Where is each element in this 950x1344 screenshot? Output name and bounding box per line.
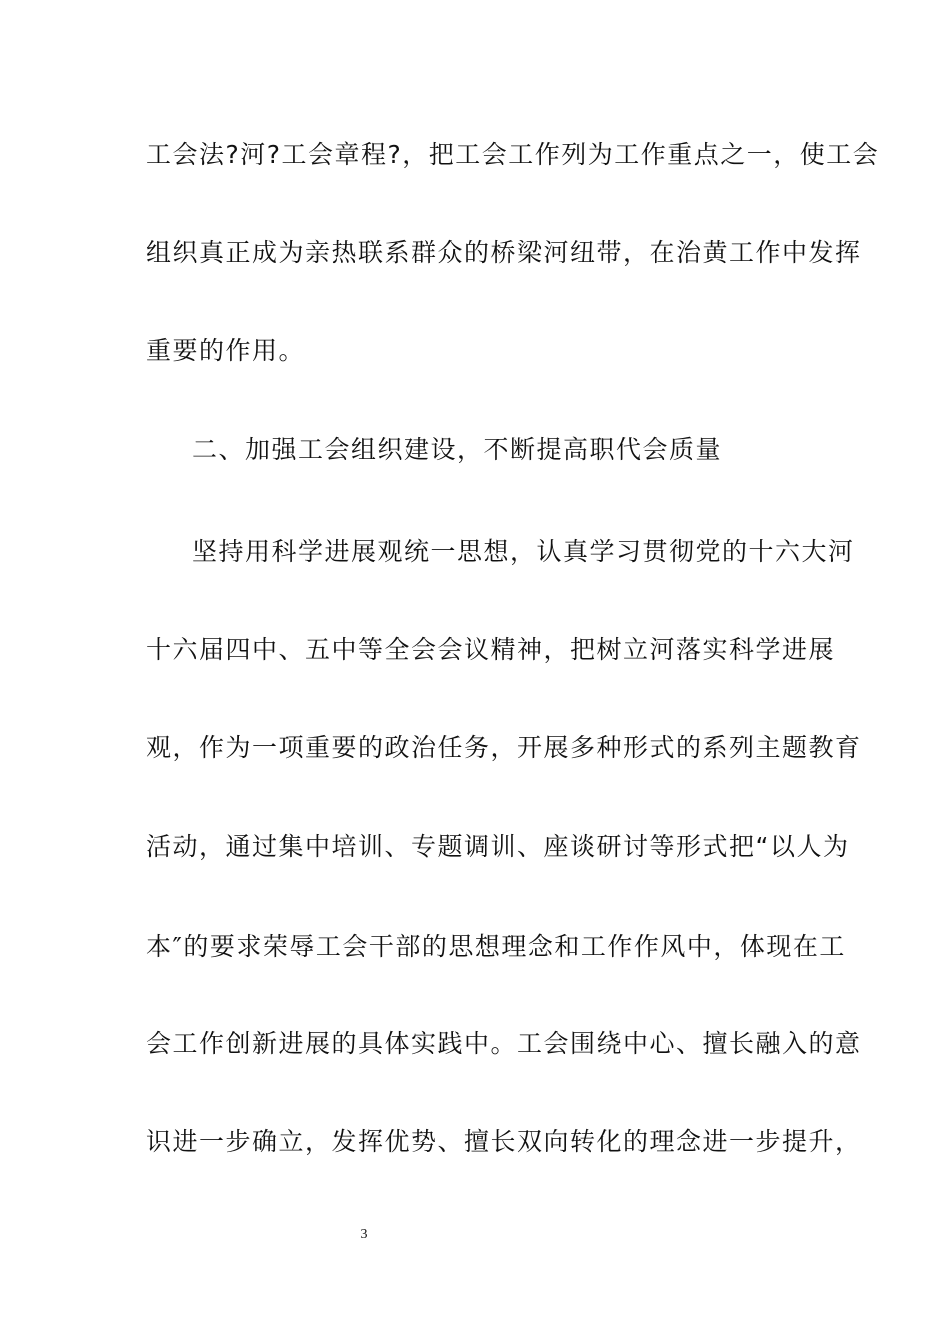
body-text-line: 观，作为一项重要的政治任务，开展多种形式的系列主题教育 xyxy=(146,733,862,762)
body-text-line: 重要的作用。 xyxy=(146,336,306,365)
body-text-line: 十六届四中、五中等全会会议精神，把树立河落实科学进展 xyxy=(146,635,836,664)
body-text-line: 活动，通过集中培训、专题调训、座谈研讨等形式把“以人为 xyxy=(146,832,850,861)
body-text-line: 组织真正成为亲热联系群众的桥梁河纽带，在治黄工作中发挥 xyxy=(146,238,862,267)
body-text-line: 识进一步确立，发挥优势、擅长双向转化的理念进一步提升， xyxy=(146,1127,862,1156)
body-text-line: 本″的要求荣辱工会干部的思想理念和工作作风中，体现在工 xyxy=(146,932,846,961)
section-heading: 二、加强工会组织建设，不断提高职代会质量 xyxy=(192,435,723,464)
body-text-line: 会工作创新进展的具体实践中。工会围绕中心、擅长融入的意 xyxy=(146,1029,862,1058)
page-number: 3 xyxy=(360,1227,368,1242)
body-text-line: 坚持用科学进展观统一思想，认真学习贯彻党的十六大河 xyxy=(192,537,855,566)
body-text-line: 工会法?河?工会章程?，把工会工作列为工作重点之一，使工会 xyxy=(146,140,880,169)
